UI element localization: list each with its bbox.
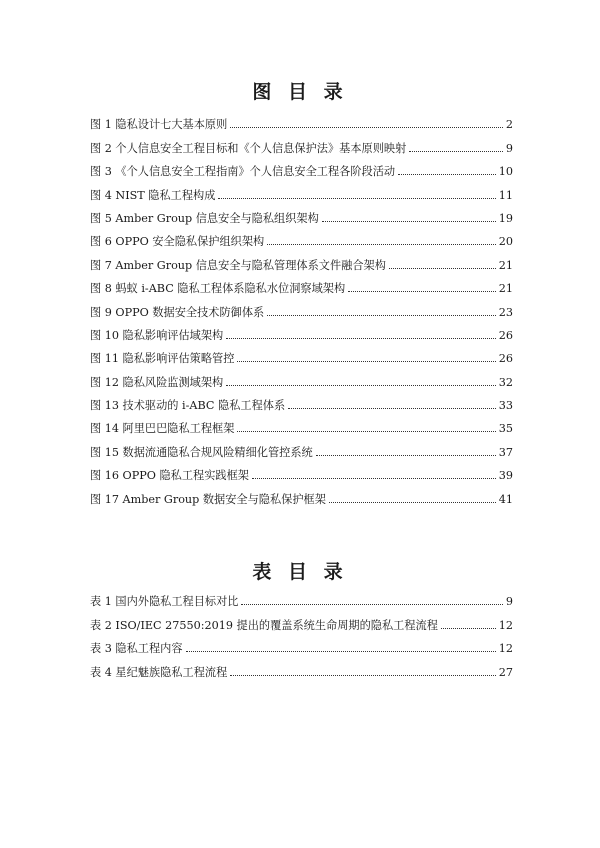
toc-entry-page-number: 32 <box>498 375 513 389</box>
toc-entry[interactable] <box>90 131 513 154</box>
toc-entry-label: 表 3 隐私工程内容 <box>90 642 183 656</box>
dot-leader <box>230 127 503 128</box>
toc-entry-page-number: 26 <box>498 328 513 342</box>
toc-entry[interactable] <box>90 319 513 342</box>
toc-entry-label: 图 14 阿里巴巴隐私工程框架 <box>90 422 235 436</box>
toc-entry-label: 图 2 个人信息安全工程目标和《个人信息保护法》基本原则映射 <box>90 141 407 155</box>
toc-entry-label: 图 7 Amber Group 信息安全与隐私管理体系文件融合架构 <box>90 258 386 272</box>
toc-entry[interactable] <box>90 295 513 318</box>
dot-leader <box>237 361 495 362</box>
dot-leader <box>237 431 495 432</box>
toc-entry-page-number: 26 <box>498 352 513 366</box>
dot-leader <box>186 651 496 652</box>
toc-entry[interactable] <box>90 248 513 271</box>
toc-entry[interactable] <box>90 459 513 482</box>
dot-leader <box>218 198 495 199</box>
toc-entry-label: 图 1 隐私设计七大基本原则 <box>90 118 228 132</box>
toc-entry-page-number: 41 <box>498 492 513 506</box>
toc-entry-page-number: 2 <box>505 118 513 132</box>
toc-entry-label: 图 12 隐私风险监测域架构 <box>90 375 224 389</box>
toc-entry-page-number: 12 <box>498 642 513 656</box>
dot-leader <box>316 455 496 456</box>
toc-entry-label: 表 1 国内外隐私工程目标对比 <box>90 595 239 609</box>
toc-entry-label: 图 13 技术驱动的 i-ABC 隐私工程体系 <box>90 399 286 413</box>
toc-entry-page-number: 19 <box>498 211 513 225</box>
toc-entry-label: 图 11 隐私影响评估策略管控 <box>90 352 235 366</box>
tables-heading: 表 目 录 <box>252 561 348 583</box>
toc-entry[interactable] <box>90 435 513 458</box>
toc-entry[interactable] <box>90 342 513 365</box>
toc-entry-page-number: 20 <box>498 235 513 249</box>
toc-entry[interactable] <box>90 225 513 248</box>
dot-leader <box>226 385 496 386</box>
toc-entry-page-number: 11 <box>498 188 513 202</box>
toc-entry-label: 图 3 《个人信息安全工程指南》个人信息安全工程各阶段活动 <box>90 165 396 179</box>
toc-entry[interactable] <box>90 155 513 178</box>
toc-entry-label: 图 6 OPPO 安全隐私保护组织架构 <box>90 235 265 249</box>
toc-entry[interactable] <box>90 365 513 388</box>
dot-leader <box>348 291 496 292</box>
figures-list <box>90 108 513 506</box>
toc-entry[interactable] <box>90 178 513 201</box>
toc-entry-page-number: 37 <box>498 445 513 459</box>
dot-leader <box>267 315 496 316</box>
toc-entry[interactable] <box>90 272 513 295</box>
toc-entry-page-number: 39 <box>498 469 513 483</box>
toc-entry[interactable] <box>90 632 513 655</box>
dot-leader <box>252 478 496 479</box>
dot-leader <box>389 268 496 269</box>
toc-entry-label: 表 2 ISO/IEC 27550:2019 提出的覆盖系统生命周期的隐私工程流程 <box>90 618 438 632</box>
dot-leader <box>441 628 496 629</box>
dot-leader <box>409 151 503 152</box>
toc-entry-label: 图 4 NIST 隐私工程构成 <box>90 188 216 202</box>
toc-entry-label: 图 10 隐私影响评估域架构 <box>90 328 224 342</box>
toc-entry-label: 图 5 Amber Group 信息安全与隐私组织架构 <box>90 211 319 225</box>
toc-entry-label: 图 17 Amber Group 数据安全与隐私保护框架 <box>90 492 326 506</box>
figures-heading: 图 目 录 <box>252 81 348 103</box>
toc-entry[interactable] <box>90 202 513 225</box>
toc-entry-page-number: 35 <box>498 422 513 436</box>
dot-leader <box>226 338 496 339</box>
dot-leader <box>267 244 496 245</box>
toc-entry-page-number: 12 <box>498 618 513 632</box>
toc-entry-page-number: 9 <box>505 141 513 155</box>
toc-entry[interactable] <box>90 655 513 678</box>
toc-entry[interactable] <box>90 585 513 608</box>
toc-entry-page-number: 23 <box>498 305 513 319</box>
toc-entry[interactable] <box>90 412 513 435</box>
toc-entry-label: 图 16 OPPO 隐私工程实践框架 <box>90 469 249 483</box>
toc-entry-label: 图 15 数据流通隐私合规风险精细化管控系统 <box>90 445 313 459</box>
toc-entry-label: 表 4 星纪魅族隐私工程流程 <box>90 665 228 679</box>
toc-entry-page-number: 21 <box>498 282 513 296</box>
toc-entry-label: 图 8 蚂蚁 i-ABC 隐私工程体系隐私水位洞察域架构 <box>90 282 346 296</box>
dot-leader <box>329 502 496 503</box>
toc-entry[interactable] <box>90 482 513 505</box>
toc-entry-page-number: 9 <box>505 595 513 609</box>
dot-leader <box>322 221 496 222</box>
dot-leader <box>241 604 502 605</box>
toc-entry-label: 图 9 OPPO 数据安全技术防御体系 <box>90 305 265 319</box>
toc-entry[interactable] <box>90 608 513 631</box>
toc-entry-page-number: 21 <box>498 258 513 272</box>
toc-entry-page-number: 27 <box>498 665 513 679</box>
dot-leader <box>398 174 496 175</box>
toc-entry[interactable] <box>90 389 513 412</box>
toc-entry-page-number: 10 <box>498 165 513 179</box>
dot-leader <box>230 675 495 676</box>
toc-entry-page-number: 33 <box>498 399 513 413</box>
dot-leader <box>288 408 496 409</box>
toc-entry[interactable] <box>90 108 513 131</box>
tables-list <box>90 585 513 679</box>
